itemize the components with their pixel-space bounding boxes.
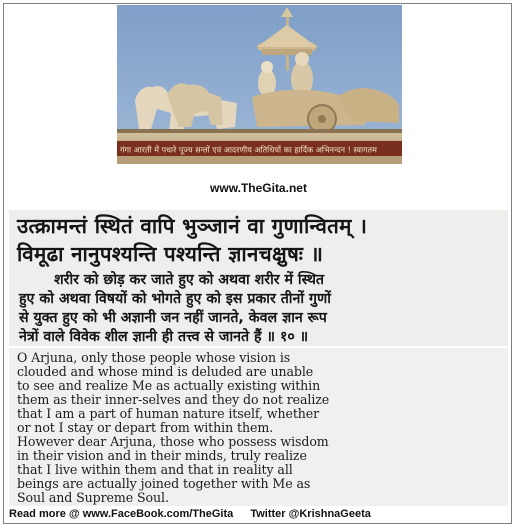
sanskrit-line-2: विमूढा नानुपश्यन्ति पश्यन्ति ज्ञानचक्षुषः ॥ <box>17 242 324 266</box>
english-line: to see and realize Me as actually existing within <box>17 378 321 393</box>
hindi-line-2: हुए को अथवा विषयों को भोगते हुए को इस प्रकार तीनों गुणों <box>19 291 331 307</box>
english-line: that I live within them and that in reality all <box>17 462 293 477</box>
twitter-link[interactable]: Twitter @KrishnaGeeta <box>250 508 371 520</box>
website-url[interactable]: www.TheGita.net <box>210 181 307 195</box>
english-line: in their vision and in their minds, truly realize <box>17 448 307 463</box>
english-line: Soul and Supreme Soul. <box>17 490 169 505</box>
facebook-link[interactable]: Read more @ www.FaceBook.com/TheGita <box>9 508 234 520</box>
hindi-line-4: नेत्रों वाले विवेक शील ज्ञानी ही तत्त्व से जानते हैं ॥ १० ॥ <box>19 329 309 345</box>
english-line: O Arjuna, only those people whose vision is <box>17 350 291 365</box>
english-line: However dear Arjuna, those who possess wisdom <box>17 434 329 449</box>
english-line: clouded and whose mind is deluded are unable <box>17 364 314 379</box>
hindi-line-3: से युक्त हुए को भी अज्ञानी जन नहीं जानते, केवल ज्ञान रूप <box>19 310 327 326</box>
english-line: that I am a part of human nature itself, whether <box>17 406 320 421</box>
hindi-line-1: शरीर को छोड़ कर जाते हुए को अथवा शरीर में स्थित <box>54 272 324 288</box>
scripture-scan-sanskrit-hindi <box>9 210 508 346</box>
english-line: beings are actually joined together with Me as <box>17 476 311 491</box>
english-line: them as their inner-selves and they do not realize <box>17 392 330 407</box>
sanskrit-line-1: उत्क्रामन्तं स्थितं वापि भुञ्जानं वा गुणान्वितम् । <box>17 214 368 238</box>
english-line: or not I stay or depart from within them. <box>17 420 274 435</box>
chariot-statue-photo <box>117 5 402 164</box>
english-translation <box>9 348 508 506</box>
photo-inscription: गंगा आरती में पधारे पूज्य सन्तों एवं आदरणीय अतिथियों का हार्दिक अभिनन्दन ! स्वागतम <box>120 145 377 155</box>
footer-links <box>9 508 371 520</box>
